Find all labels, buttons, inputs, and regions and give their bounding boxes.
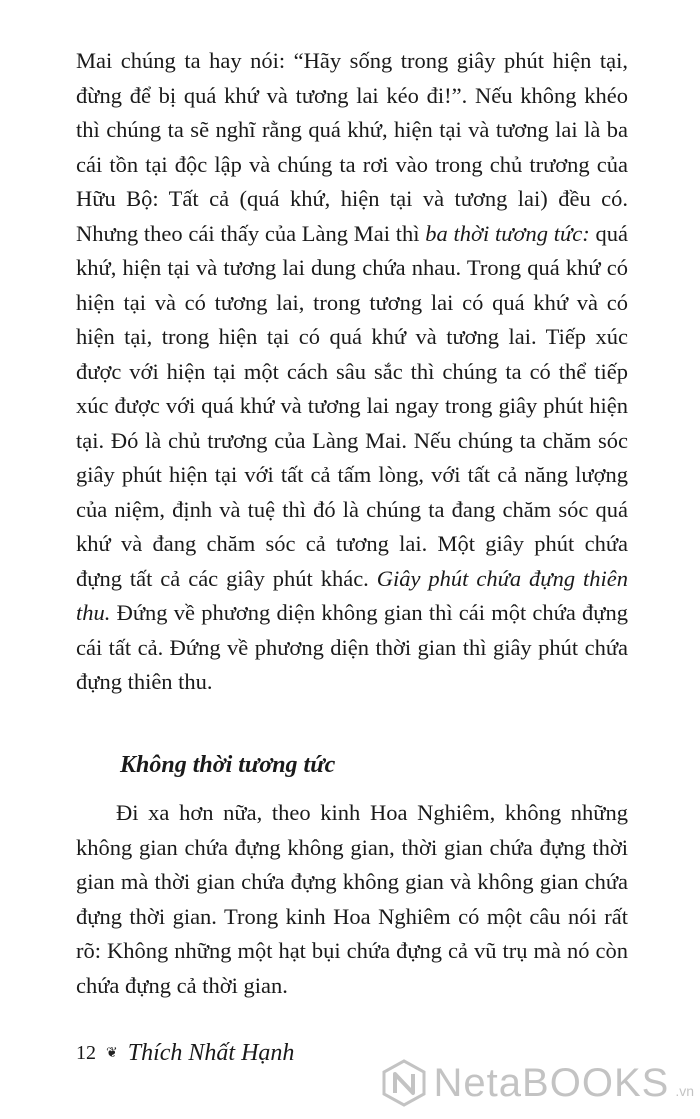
body-paragraph-2 (76, 796, 628, 1003)
text-run: quá khứ, hiện tại và tương lai dung chứa nhau. Trong quá khứ có hiện tại và có tương lai, trong tương lai có quá khứ và có hiện tại, trong hiện tại có quá khứ và tương lai. Tiếp xúc được với hiện tại một cách sâu sắc thì chúng ta có thể tiếp xúc được với quá khứ và tương lai ngay trong giây phút hiện tại. Đó là chủ trương của Làng Mai. Nếu chúng ta chăm sóc giây phút hiện tại với tất cả tấm lòng, với tất cả năng lượng của niệm, định và tuệ thì đó là chúng ta đang chăm sóc quá khứ và đang chăm sóc cả tương lai. Một giây phút chứa đựng tất cả các giây phút khác. (76, 220, 628, 591)
watermark (380, 1059, 694, 1107)
text-run: Đứng về phương diện không gian thì cái một chứa đựng cái tất cả. Đứng về phương diện thời gian thì giây phút chứa đựng thiên thu. (76, 600, 628, 694)
watermark-domain: .vn (675, 1083, 694, 1099)
author-name: Thích Nhất Hạnh (127, 1040, 295, 1066)
leaf-ornament-icon: ❦ (106, 1046, 118, 1061)
section-heading: Không thời tương tức (120, 752, 336, 778)
watermark-brand: NetaBOOKS (433, 1060, 670, 1105)
netabooks-logo-icon (380, 1059, 428, 1107)
italic-phrase: Giây phút chứa đựng thiên thu. (76, 565, 628, 625)
page-footer (76, 1040, 294, 1067)
body-paragraph-1 (76, 44, 628, 700)
paragraph-text (76, 44, 628, 700)
paragraph-text: Đi xa hơn nữa, theo kinh Hoa Nghiêm, không những không gian chứa đựng không gian, thời gian chứa đựng thời gian mà thời gian chứa đựng không gian và không gian chứa đựng thời gian. Trong kinh Hoa Nghiêm có một câu nói rất rõ: Không những một hạt bụi chứa đựng cả vũ trụ mà nó còn chứa đựng cả thời gian. (76, 800, 628, 998)
page-number: 12 (76, 1042, 96, 1064)
italic-phrase: ba thời tương tức: (425, 220, 590, 246)
text-run: Mai chúng ta hay nói: “Hãy sống trong giây phút hiện tại, đừng để bị quá khứ và tương lai kéo đi!”. Nếu không khéo thì chúng ta sẽ nghĩ rằng quá khứ, hiện tại và tương lai là ba cái tồn tại độc lập và chúng ta rơi vào trong chủ trương của Hữu Bộ: Tất cả (quá khứ, hiện tại và tương lai) đều có. Nhưng theo cái thấy của Làng Mai thì (76, 48, 628, 246)
